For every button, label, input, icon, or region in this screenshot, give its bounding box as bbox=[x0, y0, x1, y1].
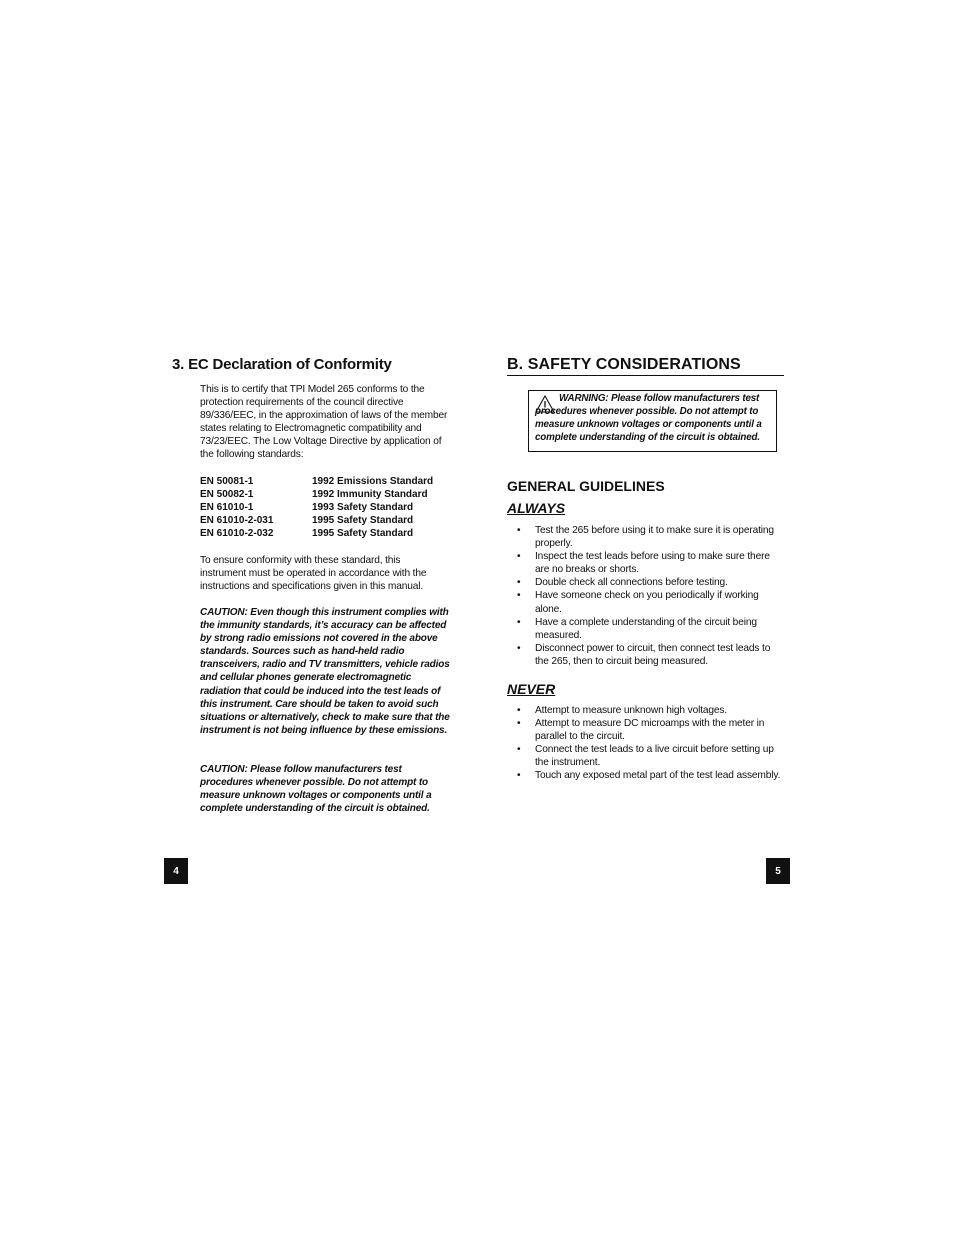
bullet: • bbox=[517, 551, 521, 563]
standard-row bbox=[200, 501, 433, 514]
list-item-text: Have a complete understanding of the circuit being measured. bbox=[535, 616, 757, 641]
list-item bbox=[507, 616, 777, 642]
bullet: • bbox=[517, 642, 521, 654]
list-item-text: Touch any exposed metal part of the test lead assembly. bbox=[535, 770, 781, 782]
list-item-text: Double check all connections before testing. bbox=[535, 577, 728, 589]
standard-desc: 1992 Immunity Standard bbox=[312, 489, 428, 501]
conformity-instructions-paragraph: To ensure conformity with these standard, this instrument must be operated in accordance with the instructions and specifications given in this manual. bbox=[200, 555, 427, 593]
safety-considerations-title: B. SAFETY CONSIDERATIONS bbox=[507, 356, 784, 376]
list-item bbox=[507, 704, 785, 717]
general-guidelines-title: GENERAL GUIDELINES bbox=[507, 478, 665, 494]
bullet: • bbox=[517, 525, 521, 536]
list-item-text: Inspect the test leads before using to make sure there are no breaks or shorts. bbox=[535, 551, 770, 576]
warning-text: WARNING: Please follow manufacturers test procedures whenever possible. Do not attempt to measure unknown voltages or components until a complete understanding of the circuit is obtained. bbox=[535, 393, 762, 443]
list-item-text: Have someone check on you periodically if working alone. bbox=[535, 590, 759, 615]
bullet: • bbox=[517, 616, 521, 628]
list-item-text: Test the 265 before using it to make sure it is operating properly. bbox=[535, 525, 774, 550]
standard-row bbox=[200, 514, 433, 527]
bullet: • bbox=[517, 577, 521, 589]
list-item bbox=[507, 589, 777, 615]
standard-code: EN 50081-1 bbox=[200, 476, 254, 487]
page-number-right: 5 bbox=[766, 858, 790, 884]
list-item bbox=[507, 717, 785, 743]
standard-row bbox=[200, 527, 433, 540]
list-item bbox=[507, 769, 785, 782]
standard-desc: 1993 Safety Standard bbox=[312, 502, 414, 514]
standard-desc: 1995 Safety Standard bbox=[312, 515, 414, 527]
list-item bbox=[507, 642, 777, 668]
warning-box bbox=[528, 390, 777, 452]
standard-code: EN 50082-1 bbox=[200, 489, 254, 501]
list-item bbox=[507, 524, 777, 550]
bullet: • bbox=[517, 744, 521, 756]
standard-desc: 1992 Emissions Standard bbox=[312, 476, 434, 487]
conformity-paragraph: This is to certify that TPI Model 265 conforms to the protection requirements of the council directive 89/336/EEC, in the approximation of laws of the member states relating to Electromagnetic compatibility and 73/23/EEC. The Low Voltage Directive by application of the following standards: bbox=[200, 384, 448, 461]
caution-emissions: CAUTION: Even though this instrument complies with the immunity standards, it’s accuracy can be affected by strong radio emissions not covered in the above standards. Sources such as hand-held radio transceivers, radio and TV transmitters, vehicle radios and cellular phones generate electromagnetic radiation that could be induced into the test leads of this instrument. Care should be taken to avoid such situations or alternatively, check to make sure that the instrument is not being influence by these emissions. bbox=[200, 607, 450, 736]
bullet: • bbox=[517, 705, 521, 716]
never-list bbox=[507, 704, 785, 783]
list-item-text: Disconnect power to circuit, then connect test leads to the 265, then to circuit being measured. bbox=[535, 642, 771, 667]
always-list bbox=[507, 524, 777, 668]
standards-table bbox=[200, 475, 433, 540]
bullet: • bbox=[517, 590, 521, 602]
standard-code: EN 61010-2-032 bbox=[200, 528, 274, 540]
standard-row bbox=[200, 475, 433, 488]
ec-declaration-title: 3. EC Declaration of Conformity bbox=[172, 356, 392, 373]
standard-row bbox=[200, 488, 433, 501]
standard-code: EN 61010-1 bbox=[200, 502, 254, 514]
bullet: • bbox=[517, 718, 521, 730]
caution-procedures: CAUTION: Please follow manufacturers test procedures whenever possible. Do not attempt to measure unknown voltages or components until a complete understanding of the circuit is obtained. bbox=[200, 764, 432, 815]
list-item-text: Attempt to measure unknown high voltages. bbox=[535, 705, 728, 716]
never-title: NEVER bbox=[507, 681, 556, 697]
list-item-text: Connect the test leads to a live circuit before setting up the instrument. bbox=[535, 744, 774, 769]
standard-desc: 1995 Safety Standard bbox=[312, 528, 414, 540]
list-item bbox=[507, 743, 785, 769]
bullet: • bbox=[517, 770, 521, 782]
list-item bbox=[507, 576, 777, 589]
standard-code: EN 61010-2-031 bbox=[200, 515, 274, 527]
list-item bbox=[507, 550, 777, 576]
always-title: ALWAYS bbox=[507, 500, 566, 516]
list-item-text: Attempt to measure DC microamps with the meter in parallel to the circuit. bbox=[535, 718, 765, 743]
page-number-left: 4 bbox=[164, 858, 188, 884]
